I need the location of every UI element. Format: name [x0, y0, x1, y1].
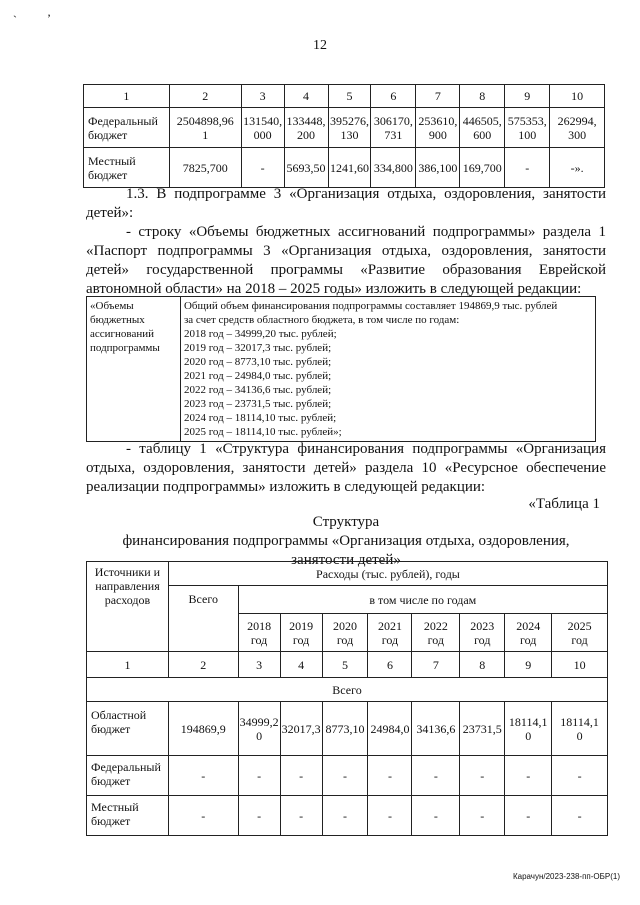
- year-header: 2022 год: [412, 614, 460, 652]
- table-cell: 334,800: [371, 148, 416, 188]
- table-cell: 5693,50: [284, 148, 328, 188]
- table-cell: 131540, 000: [241, 108, 284, 148]
- row-label: Местный бюджет: [87, 796, 169, 836]
- table-cell: -: [322, 796, 368, 836]
- expenses-header: Расходы (тыс. рублей), годы: [168, 562, 607, 586]
- column-number: 7: [412, 652, 460, 678]
- row-label: Федеральный бюджет: [87, 756, 169, 796]
- table-cell: 34999,2 0: [238, 702, 280, 756]
- passport-row: [87, 297, 596, 442]
- table-cell: -: [238, 796, 280, 836]
- table-cell: -: [412, 756, 460, 796]
- corner-mark-right: ’: [47, 11, 51, 25]
- table-cell: -: [238, 756, 280, 796]
- table-cell: 32017,3: [280, 702, 322, 756]
- table-cell: -: [368, 796, 412, 836]
- section-row: [87, 678, 608, 702]
- table-cell: -: [460, 796, 505, 836]
- table-cell: 386,100: [416, 148, 460, 188]
- budget-continuation-table: [83, 84, 605, 188]
- table-cell: 194869,9: [168, 702, 238, 756]
- sources-header: Источники и направления расходов: [87, 562, 169, 652]
- table-cell: -».: [550, 148, 605, 188]
- table-cell: 18114,1 0: [505, 702, 552, 756]
- corner-mark-left: `: [13, 13, 17, 27]
- table-cell: -: [460, 756, 505, 796]
- table-cell: 18114,1 0: [552, 702, 608, 756]
- year-header: 2019 год: [280, 614, 322, 652]
- header-cell: 8: [460, 85, 505, 108]
- column-number: 6: [368, 652, 412, 678]
- page-number: 12: [313, 38, 327, 53]
- row-label: Областной бюджет: [87, 702, 169, 756]
- column-number: 5: [322, 652, 368, 678]
- by-years-header: в том числе по годам: [238, 586, 607, 614]
- table-title: Структура финансирования подпрограммы «Организация отдыха, оздоровления, занятости детей»: [122, 514, 570, 568]
- table-cell: 395276, 130: [328, 108, 371, 148]
- table-cell: 8773,10: [322, 702, 368, 756]
- table-header-row: [84, 85, 605, 108]
- header-cell: 6: [371, 85, 416, 108]
- table-cell: 24984,0: [368, 702, 412, 756]
- table-cell: -: [368, 756, 412, 796]
- column-number: 1: [87, 652, 169, 678]
- table-cell: -: [322, 756, 368, 796]
- table-row-federal: [87, 756, 608, 796]
- passport-content-cell: Общий объем финансирования подпрограммы составляет 194869,9 тыс. рублей за счет средств областного бюджета, в том числе по годам: 2018 год – 34999,20 тыс. рублей; 2019 год – 32017,3 тыс. рублей; 2020 год – 8773,10 тыс. рублей; 2021 год – 24984,0 тыс. рублей; 2022 год – 34136,6 тыс. рублей; 2023 год – 23731,5 тыс. рублей; 2024 год – 18114,10 тыс. рублей; 2025 год – 18114,10 тыс. рублей»;: [180, 297, 595, 442]
- table-row-local: [84, 148, 605, 188]
- header-cell: 2: [169, 85, 241, 108]
- table-cell: 306170, 731: [371, 108, 416, 148]
- column-number: 4: [280, 652, 322, 678]
- header-cell: 4: [284, 85, 328, 108]
- row-label: Федеральный бюджет: [84, 108, 170, 148]
- table-row-regional: [87, 702, 608, 756]
- table-cell: 1241,60: [328, 148, 371, 188]
- passport-label-cell: «Объемы бюджетных ассигнований подпрограммы: [87, 297, 181, 442]
- header-cell: 5: [328, 85, 371, 108]
- year-header: 2025 год: [552, 614, 608, 652]
- year-header: 2024 год: [505, 614, 552, 652]
- table-cell: 575353, 100: [505, 108, 550, 148]
- header-cell: 3: [241, 85, 284, 108]
- column-number: 8: [460, 652, 505, 678]
- table-cell: 169,700: [460, 148, 505, 188]
- year-header: 2018 год: [238, 614, 280, 652]
- table-cell: -: [280, 756, 322, 796]
- table-cell: -: [412, 796, 460, 836]
- table-cell: 2504898,96 1: [169, 108, 241, 148]
- table-row-federal: [84, 108, 605, 148]
- table-cell: 23731,5: [460, 702, 505, 756]
- header-cell: 7: [416, 85, 460, 108]
- total-header: Всего: [168, 586, 238, 652]
- table-row-local: [87, 796, 608, 836]
- table-cell: -: [552, 796, 608, 836]
- section-total-label: Всего: [87, 678, 608, 702]
- table-cell: 262994, 300: [550, 108, 605, 148]
- financing-structure-table: [86, 561, 608, 836]
- header-cell: 9: [505, 85, 550, 108]
- column-number: 10: [552, 652, 608, 678]
- column-number: 2: [168, 652, 238, 678]
- table-cell: 7825,700: [169, 148, 241, 188]
- year-header: 2023 год: [460, 614, 505, 652]
- paragraph-1-3: 1.3. В подпрограмме 3 «Организация отдыха, оздоровления, занятости детей»:: [86, 186, 606, 221]
- table-cell: -: [280, 796, 322, 836]
- column-numbers-row: [87, 652, 608, 678]
- column-number: 9: [505, 652, 552, 678]
- column-number: 3: [238, 652, 280, 678]
- table-cell: -: [168, 796, 238, 836]
- table-cell: -: [505, 148, 550, 188]
- header-cell: 10: [550, 85, 605, 108]
- footer-document-code: Карачун/2023-238-пп-ОБР(1): [512, 872, 620, 881]
- paragraph-table-change: - таблицу 1 «Структура финансирования подпрограммы «Организация отдыха, оздоровления, занятости детей» раздела 10 «Ресурсное обеспечение реализации подпрограммы» изложить в следующей редакции:: [86, 441, 606, 495]
- table-cell: -: [505, 756, 552, 796]
- paragraph-passport-change: - строку «Объемы бюджетных ассигнований подпрограммы» раздела 1 «Паспорт подпрограммы 3 «Организация отдыха, оздоровления, занятости детей» государственной программы «Развитие образования Еврейской автономной области» на 2018 – 2025 годы» изложить в следующей редакции:: [86, 224, 606, 297]
- table-header-row: [87, 562, 608, 586]
- passport-table: [86, 296, 596, 442]
- table-cell: -: [241, 148, 284, 188]
- table-cell: 133448, 200: [284, 108, 328, 148]
- table-cell: -: [505, 796, 552, 836]
- header-cell: 1: [84, 85, 170, 108]
- table-cell: -: [552, 756, 608, 796]
- year-header: 2020 год: [322, 614, 368, 652]
- table-reference: «Таблица 1: [528, 496, 600, 512]
- table-cell: 34136,6: [412, 702, 460, 756]
- table-cell: 253610, 900: [416, 108, 460, 148]
- table-cell: 446505, 600: [460, 108, 505, 148]
- table-cell: -: [168, 756, 238, 796]
- row-label: Местный бюджет: [84, 148, 170, 188]
- year-header: 2021 год: [368, 614, 412, 652]
